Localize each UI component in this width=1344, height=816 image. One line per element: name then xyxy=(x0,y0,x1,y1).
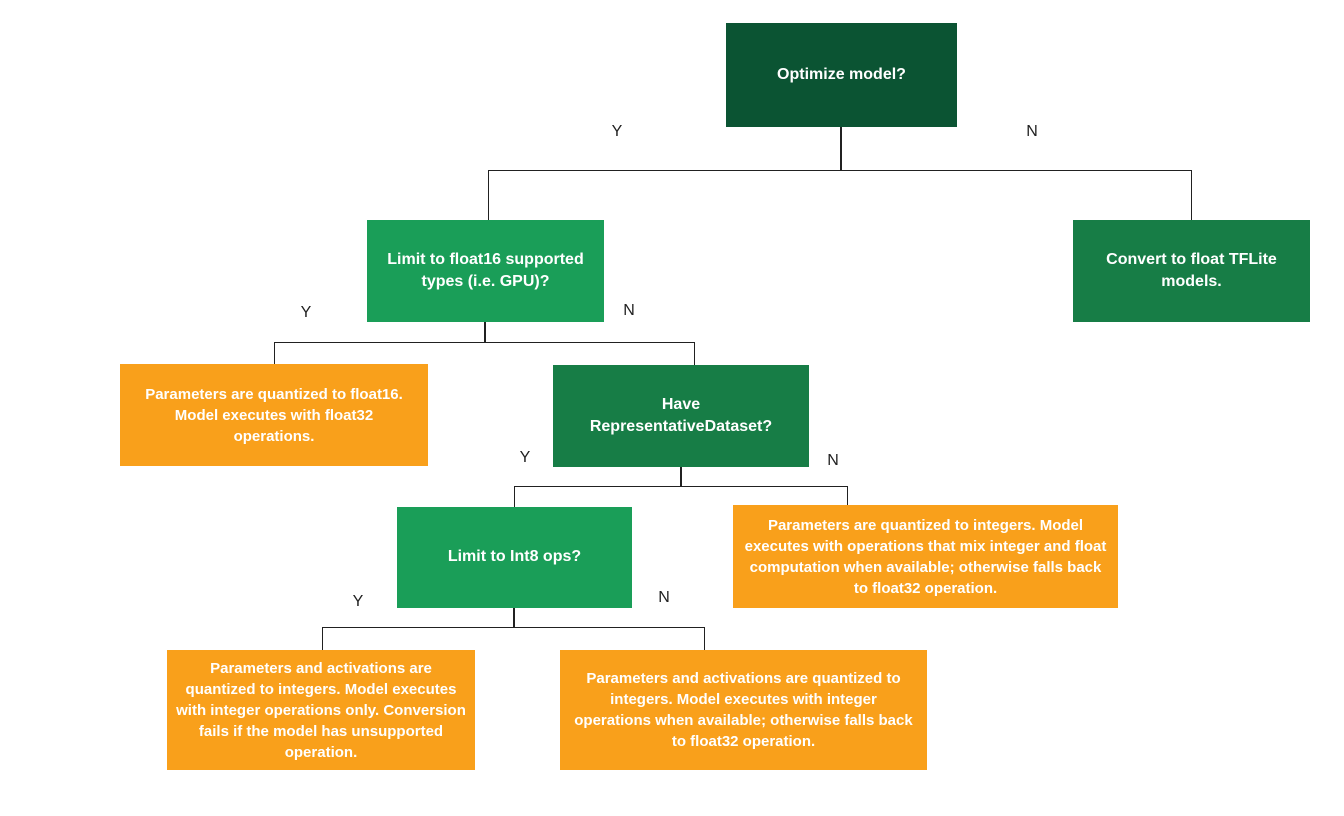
branch-label-level2-yes: Y xyxy=(300,304,312,321)
node-integer-fallback-result xyxy=(560,650,927,770)
branch-label-level1-yes: Y xyxy=(611,123,623,140)
connector-level3-drop-yes xyxy=(514,486,515,507)
connector-level1-bar xyxy=(488,170,1192,171)
node-convert-float-tflite-label: Convert to float TFLite models. xyxy=(1106,250,1277,290)
branch-label-level4-no: N xyxy=(658,589,670,606)
connector-level1-drop-no xyxy=(1191,170,1192,220)
branch-label-level4-yes: Y xyxy=(352,593,364,610)
connector-level2-drop-yes xyxy=(274,342,275,364)
node-integer-fallback-result-label: Parameters and activations are quantized to integers. Model executes with integer operations when available; otherwise falls back to float32 operation. xyxy=(574,670,913,750)
node-convert-float-tflite xyxy=(1073,220,1310,322)
node-quantize-float16-result xyxy=(120,364,428,466)
node-limit-float16-label: Limit to float16 supported types (i.e. GPU)? xyxy=(387,250,584,290)
node-limit-int8-ops-label: Limit to Int8 ops? xyxy=(447,548,582,566)
connector-level4-bar xyxy=(322,627,705,628)
connector-optimize-stem xyxy=(840,127,842,171)
connector-level4-drop-yes xyxy=(322,627,323,650)
node-full-integer-result-label: Parameters and activations are quantized to integers. Model executes with integer operations only. Conversion fails if the model has unsupported operation. xyxy=(176,659,466,761)
node-mixed-quantization-result-label: Parameters are quantized to integers. Model executes with operations that mix integer and float computation when available; otherwise falls back to float32 operation. xyxy=(744,516,1107,597)
connector-float16-stem xyxy=(484,322,486,343)
branch-label-level1-no: N xyxy=(1026,123,1038,140)
connector-level2-drop-no xyxy=(694,342,695,365)
connector-level3-drop-no xyxy=(847,486,848,505)
node-limit-int8-ops xyxy=(397,507,632,608)
branch-label-level2-no: N xyxy=(623,302,635,319)
connector-level3-bar xyxy=(514,486,848,487)
connector-level2-bar xyxy=(274,342,695,343)
connector-int8-stem xyxy=(513,608,515,628)
node-optimize-model xyxy=(726,23,957,127)
node-optimize-model-label: Optimize model? xyxy=(777,65,906,83)
node-quantize-float16-result-label: Parameters are quantized to float16. Model executes with float32 operations. xyxy=(145,385,403,445)
connector-level4-drop-no xyxy=(704,627,705,650)
node-mixed-quantization-result xyxy=(733,505,1118,608)
node-limit-float16 xyxy=(367,220,604,322)
node-have-representative-dataset xyxy=(553,365,809,467)
node-have-representative-dataset-label: Have RepresentativeDataset? xyxy=(589,395,773,435)
node-full-integer-result xyxy=(167,650,475,770)
branch-label-level3-yes: Y xyxy=(519,449,531,466)
connector-dataset-stem xyxy=(680,467,682,487)
connector-level1-drop-yes xyxy=(488,170,489,220)
branch-label-level3-no: N xyxy=(827,452,839,469)
